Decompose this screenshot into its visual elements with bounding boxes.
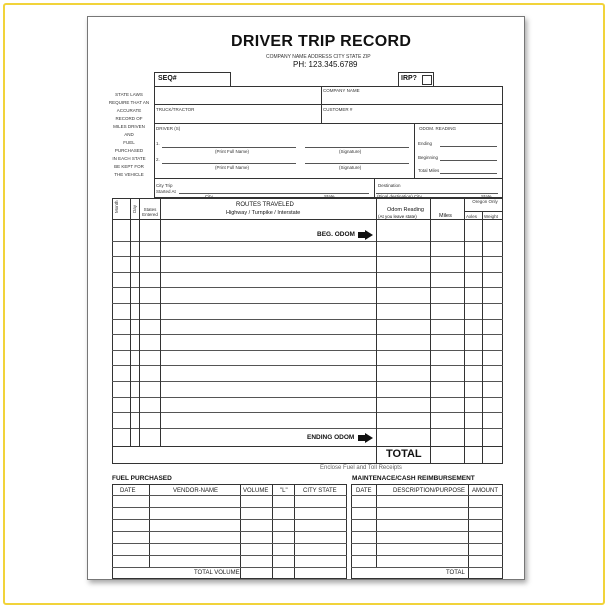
total-miles-label: Total Miles: [418, 168, 440, 173]
maintenance-heading: MAINTENACE/CASH REIMBURSEMENT: [352, 475, 475, 482]
route-row-line: [112, 303, 503, 304]
col-axles: Axles: [466, 214, 478, 219]
final-destination-caption: (Final destination) City: [377, 194, 422, 199]
route-row-line: [112, 412, 503, 413]
irp-label: IRP?: [401, 75, 417, 82]
route-row-line: [112, 334, 503, 335]
route-row-line: [112, 428, 503, 429]
city-trip-label: City Trip: [156, 183, 173, 188]
route-row-line: [112, 350, 503, 351]
driver1-signature-line[interactable]: [305, 147, 409, 148]
fuel-row-line: [112, 543, 347, 544]
fuel-purchased-heading: FUEL PURCHASED: [112, 475, 172, 482]
route-row-line: [112, 241, 503, 242]
col-day: Day: [132, 204, 137, 213]
col-states-entered: States Entered: [142, 207, 158, 217]
side-note-line: MILES DRIVEN: [113, 124, 145, 129]
maint-row-line: [351, 543, 503, 544]
phone-number: PH: 123.345.6789: [293, 60, 358, 69]
form-title: DRIVER TRIP RECORD: [231, 33, 412, 50]
maint-col-description: DESCRIPTION/PURPOSE: [393, 488, 466, 494]
ending-label: Ending: [418, 141, 433, 146]
irp-field: [398, 72, 434, 87]
ending-odom-label: ENDING ODOM: [307, 434, 355, 441]
maint-row-line: [351, 519, 503, 520]
total-miles-field[interactable]: [440, 173, 497, 174]
irp-checkbox[interactable]: [422, 75, 432, 85]
fuel-row-line: [112, 555, 347, 556]
customer-field[interactable]: [322, 105, 503, 123]
fuel-col-date: DATE: [120, 488, 136, 494]
driver-row-1: 1.: [156, 141, 160, 146]
maint-col-amount: AMOUNT: [472, 488, 498, 494]
destination-label: Destination: [378, 183, 401, 188]
beginning-label: Beginning: [418, 155, 439, 160]
company-line: COMPANY NAME ADDRESS CITY STATE ZIP: [266, 54, 371, 60]
driver2-signature-line[interactable]: [305, 163, 409, 164]
side-note-line: FUEL: [123, 140, 135, 145]
maint-total-label: TOTAL: [446, 570, 465, 576]
side-note-line: AND: [124, 132, 134, 137]
fuel-col-l: "L": [280, 488, 288, 494]
side-note-line: STATE LAWS: [115, 92, 143, 97]
truck-tractor-field[interactable]: [154, 105, 321, 123]
state-caption: State: [324, 194, 335, 199]
maint-total-cell[interactable]: [469, 568, 503, 579]
driver-row-2: 2.: [156, 157, 160, 162]
customer-label: CUSTOMER #: [323, 107, 353, 112]
signature-caption: (Signature): [339, 149, 362, 154]
trip-record-form: [87, 16, 525, 580]
print-name-caption: (Print Full Name): [215, 149, 250, 154]
beg-odom-arrow-head-icon: [365, 230, 373, 240]
total-miles-cell[interactable]: [431, 447, 464, 464]
route-row-line: [112, 365, 503, 366]
maint-row-line: [351, 495, 503, 496]
routes-table: [112, 198, 503, 464]
city-caption: City: [205, 194, 213, 199]
side-note: [106, 91, 152, 179]
maint-row-line: [351, 531, 503, 532]
side-note-line: ACCURATE: [116, 108, 142, 113]
drivers-label: DRIVER (S): [156, 126, 181, 131]
fuel-col-vendor: VENDOR-NAME: [173, 488, 219, 494]
col-routes-traveled: ROUTES TRAVELED: [236, 202, 294, 208]
fuel-row-line: [112, 519, 347, 520]
company-name-label: COMPANY NAME: [323, 88, 360, 93]
seq-field[interactable]: [154, 72, 231, 87]
driver1-name-line[interactable]: [162, 147, 296, 148]
route-row-line: [112, 256, 503, 257]
maint-row-line: [351, 555, 503, 556]
side-note-line: BE KEPT FOR: [114, 164, 144, 169]
routes-total-label: TOTAL: [386, 448, 422, 460]
beginning-odom-field[interactable]: [440, 160, 497, 161]
truck-tractor-label: TRUCK/TRACTOR: [156, 107, 195, 112]
side-note-line: REQUIRE THAT AN: [108, 100, 150, 105]
fuel-row-line: [112, 567, 347, 568]
fuel-col-city-state: CITY STATE: [303, 488, 337, 494]
print-name-caption: (Print Full Name): [215, 165, 250, 170]
fuel-row-line: [112, 507, 347, 508]
col-odom-reading: Odom Reading: [387, 207, 424, 213]
signature-caption: (Signature): [339, 165, 362, 170]
side-note-line: THE VEHICLE: [114, 172, 144, 177]
trip-info-block: [154, 86, 503, 198]
fuel-col-volume: VOLUME: [243, 488, 269, 494]
col-miles: Miles: [439, 213, 452, 219]
started-at-label: Started At: [156, 189, 176, 194]
side-note-line: IN EACH STATE: [112, 156, 146, 161]
maint-row-line: [351, 507, 503, 508]
route-row-line: [112, 287, 503, 288]
fuel-row-line: [112, 531, 347, 532]
route-row-line: [112, 272, 503, 273]
beg-odom-label: BEG. ODOM: [317, 231, 355, 238]
col-odom-sub: (At you leave state): [378, 214, 417, 219]
maint-col-date: DATE: [356, 488, 372, 494]
col-routes-sub: Highway / Turnpike / Interstate: [226, 210, 301, 216]
seq-label: SEQ#: [158, 75, 177, 82]
state-caption: State: [481, 194, 492, 199]
odom-reading-label: ODOM. READING: [419, 126, 457, 131]
fuel-row-line: [112, 495, 347, 496]
total-volume-cell[interactable]: [241, 568, 272, 579]
col-weight: Weight: [484, 214, 498, 219]
driver2-name-line[interactable]: [162, 163, 296, 164]
route-row-line: [112, 319, 503, 320]
col-oregon-only: Oregon Only: [472, 199, 498, 204]
ending-odom-arrow-head-icon: [365, 433, 373, 443]
route-row-line: [112, 397, 503, 398]
col-month: Month: [114, 200, 119, 213]
route-row-line: [112, 381, 503, 382]
side-note-line: RECORD OF: [115, 116, 143, 121]
enclose-receipts-note: Enclose Fuel and Toll Receipts: [320, 465, 402, 471]
side-note-line: PURCHASED: [114, 148, 144, 153]
ending-odom-field[interactable]: [440, 146, 497, 147]
total-volume-label: TOTAL VOLUME: [194, 570, 240, 576]
